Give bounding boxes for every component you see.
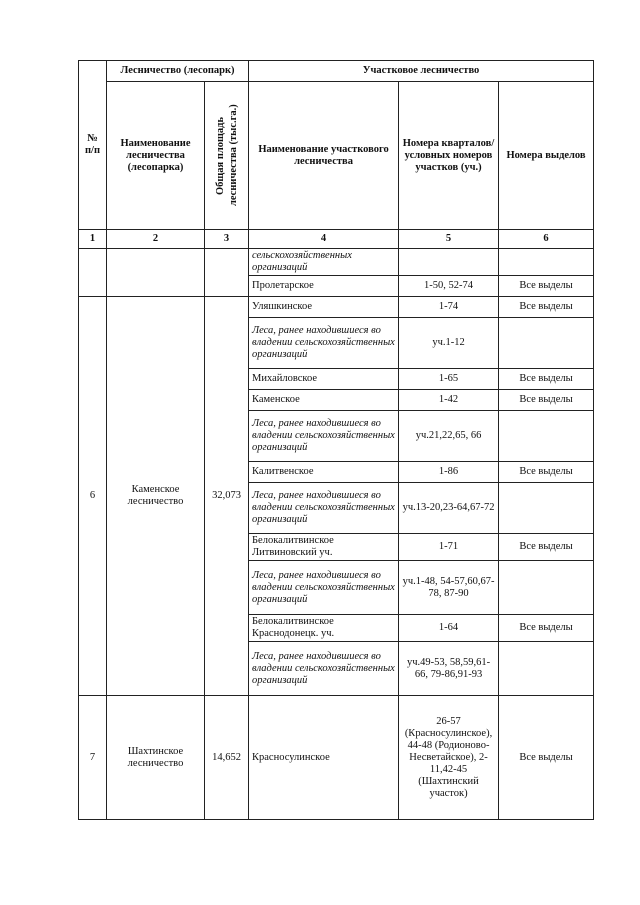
quarters: 1-71: [399, 534, 499, 561]
header-area-text: Общая площадь лесничества (тыс.га.): [214, 104, 239, 207]
col-number-2: 2: [107, 230, 205, 249]
quarters: 1-64: [399, 615, 499, 642]
col-number-1: 1: [79, 230, 107, 249]
header-plots: Номера выделов: [499, 82, 594, 230]
column-number-row: [79, 230, 594, 249]
quarters: 1-86: [399, 462, 499, 483]
table-row: [79, 297, 594, 318]
header-num: № п/п: [79, 61, 107, 230]
quarters: 1-50, 52-74: [399, 276, 499, 297]
forestry-area: 32,073: [205, 297, 249, 696]
quarters: уч.1-12: [399, 318, 499, 369]
header-group-district: Участковое лесничество: [249, 61, 594, 82]
header-group-forestry: Лесничество (лесопарк): [107, 61, 249, 82]
plots: Все выделы: [499, 390, 594, 411]
district-name: Пролетарское: [249, 276, 399, 297]
cell-empty: [79, 249, 107, 297]
plots: Все выделы: [499, 297, 594, 318]
district-name: Белокалитвинское Литвиновский уч.: [249, 534, 399, 561]
plots: Все выделы: [499, 462, 594, 483]
quarters: 1-65: [399, 369, 499, 390]
district-name: Леса, ранее находившиеся во владении сельскохозяйственных организаций: [249, 411, 399, 462]
forestry-name: Шахтинское лесничество: [107, 696, 205, 820]
quarters: 26-57 (Красносулинское), 44-48 (Родионово-Несветайское), 2-11,42-45 (Шахтинский участок): [399, 696, 499, 820]
col-number-5: 5: [399, 230, 499, 249]
quarters: уч.13-20,23-64,67-72: [399, 483, 499, 534]
row-number: 6: [79, 297, 107, 696]
forestry-area: 14,652: [205, 696, 249, 820]
district-name: Леса, ранее находившиеся во владении сельскохозяйственных организаций: [249, 642, 399, 696]
plots: [499, 249, 594, 276]
plots: [499, 642, 594, 696]
header-area: [205, 82, 249, 230]
district-name: Михайловское: [249, 369, 399, 390]
header-quarters: Номера кварталов/ условных номеров участков (уч.): [399, 82, 499, 230]
table-row: [79, 249, 594, 276]
plots: [499, 561, 594, 615]
plots: Все выделы: [499, 615, 594, 642]
district-name: Каменское: [249, 390, 399, 411]
row-number: 7: [79, 696, 107, 820]
col-number-6: 6: [499, 230, 594, 249]
cell-empty: [107, 249, 205, 297]
header-forestry-name: Наименование лесничества (лесопарка): [107, 82, 205, 230]
plots: [499, 483, 594, 534]
district-name: Уляшкинское: [249, 297, 399, 318]
table-row: [79, 696, 594, 820]
district-name: Белокалитвинское Краснодонецк. уч.: [249, 615, 399, 642]
quarters: [399, 249, 499, 276]
district-name: Леса, ранее находившиеся во владении сельскохозяйственных организаций: [249, 483, 399, 534]
plots: Все выделы: [499, 276, 594, 297]
district-name: Леса, ранее находившиеся во владении сельскохозяйственных организаций: [249, 318, 399, 369]
quarters: уч.49-53, 58,59,61-66, 79-86,91-93: [399, 642, 499, 696]
district-name: Калитвенское: [249, 462, 399, 483]
col-number-3: 3: [205, 230, 249, 249]
forestry-table: [78, 60, 594, 820]
header-district-name: Наименование участкового лесничества: [249, 82, 399, 230]
district-name: сельскохозяйственных организаций: [249, 249, 399, 276]
plots: Все выделы: [499, 696, 594, 820]
col-number-4: 4: [249, 230, 399, 249]
quarters: уч.1-48, 54-57,60,67-78, 87-90: [399, 561, 499, 615]
quarters: 1-74: [399, 297, 499, 318]
quarters: уч.21,22,65, 66: [399, 411, 499, 462]
plots: Все выделы: [499, 369, 594, 390]
forestry-name: Каменское лесничество: [107, 297, 205, 696]
district-name: Красносулинское: [249, 696, 399, 820]
quarters: 1-42: [399, 390, 499, 411]
district-name: Леса, ранее находившиеся во владении сельскохозяйственных организаций: [249, 561, 399, 615]
cell-empty: [205, 249, 249, 297]
plots: [499, 318, 594, 369]
plots: [499, 411, 594, 462]
plots: Все выделы: [499, 534, 594, 561]
